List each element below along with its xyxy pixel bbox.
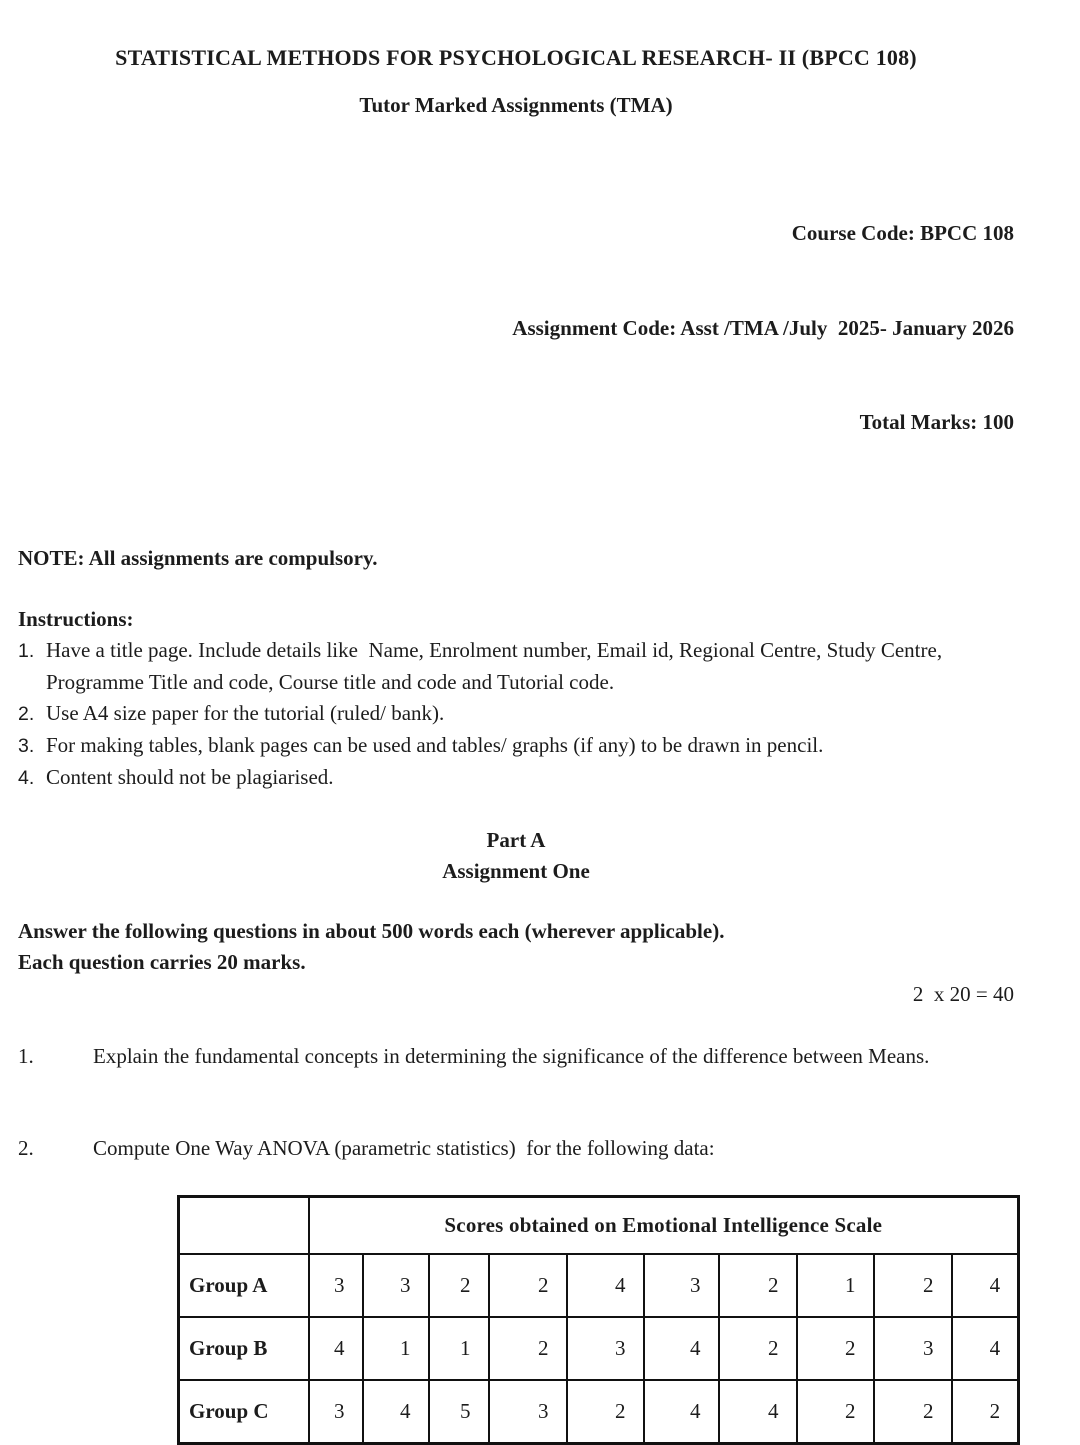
instruction-item [18,730,976,762]
score-cell: 4 [644,1380,719,1443]
question-1-text: Explain the fundamental concepts in determining the significance of the difference between Means. [93,1043,930,1068]
marks-formula: 2 x 20 = 40 [912,981,1014,1006]
question-1 [18,1041,1014,1072]
course-code-line: Course Code: BPCC 108 [791,221,1014,245]
instruction-number: 4. [18,766,35,789]
question-2 [18,1133,1014,1164]
assignment-code-line: Assignment Code: Asst /TMA /July 2025- January 2026 [512,315,1014,340]
table-header-cell: Scores obtained on Emotional Intelligence Scale [309,1196,1019,1254]
score-cell: 3 [363,1254,429,1317]
answer-instructions-line1: Answer the following questions in about 500 words each (wherever applicable). [18,918,725,943]
meta-block [18,155,1014,502]
score-cell: 2 [797,1317,874,1380]
instructions-heading: Instructions: [18,606,134,631]
instruction-text: Content should not be plagiarised. [46,764,334,789]
instruction-text: Have a title page. Include details like Name, Enrolment number, Email id, Regional Centre, Study Centre, Programme Title and code, Course title and code and Tutorial code. [46,637,948,694]
score-cell: 2 [874,1254,952,1317]
score-cell: 2 [429,1254,489,1317]
scores-table [177,1195,1020,1445]
instruction-number: 3. [18,734,35,757]
compulsory-note: NOTE: All assignments are compulsory. [18,545,378,570]
table-row-group-c [179,1380,1019,1443]
part-heading: Part A [486,827,546,852]
question-2-text: Compute One Way ANOVA (parametric statistics) for the following data: [93,1135,715,1160]
score-cell: 2 [489,1317,567,1380]
score-cell: 2 [797,1380,874,1443]
score-cell: 1 [429,1317,489,1380]
part-subheading: Assignment One [442,858,590,883]
score-cell: 2 [719,1317,797,1380]
score-cell: 4 [363,1380,429,1443]
instructions-list [18,635,1014,794]
score-cell: 2 [874,1380,952,1443]
score-cell: 3 [644,1254,719,1317]
instruction-text: For making tables, blank pages can be used and tables/ graphs (if any) to be drawn in pencil. [46,732,824,757]
score-cell: 4 [952,1317,1019,1380]
answer-instructions-line2: Each question carries 20 marks. [18,949,306,974]
score-cell: 2 [952,1380,1019,1443]
page-subtitle: Tutor Marked Assignments (TMA) [359,93,673,117]
score-cell: 4 [719,1380,797,1443]
score-cell: 1 [797,1254,874,1317]
score-cell: 4 [644,1317,719,1380]
instruction-text: Use A4 size paper for the tutorial (ruled/ bank). [46,700,445,725]
question-1-number: 1. [18,1043,34,1068]
score-cell: 2 [489,1254,567,1317]
score-cell: 3 [309,1380,363,1443]
group-label: Group C [179,1380,309,1443]
instruction-number: 1. [18,639,35,662]
page-title: STATISTICAL METHODS FOR PSYCHOLOGICAL RESEARCH- II (BPCC 108) [115,45,917,70]
score-cell: 5 [429,1380,489,1443]
table-row-group-b [179,1317,1019,1380]
score-cell: 2 [719,1254,797,1317]
group-label: Group B [179,1317,309,1380]
instruction-item [18,635,976,698]
score-cell: 2 [567,1380,644,1443]
group-label: Group A [179,1254,309,1317]
instruction-number: 2. [18,702,35,725]
score-cell: 4 [952,1254,1019,1317]
total-marks-line: Total Marks: 100 [859,410,1014,434]
score-cell: 4 [309,1317,363,1380]
score-cell: 3 [874,1317,952,1380]
table-corner-cell [179,1196,309,1254]
table-header-row [179,1196,1019,1254]
answer-instructions [18,916,1014,978]
score-cell: 4 [567,1254,644,1317]
instruction-item [18,698,976,730]
score-cell: 3 [309,1254,363,1317]
instruction-item [18,762,976,794]
score-cell: 1 [363,1317,429,1380]
question-2-number: 2. [18,1135,34,1160]
score-cell: 3 [567,1317,644,1380]
table-row-group-a [179,1254,1019,1317]
score-cell: 3 [489,1380,567,1443]
